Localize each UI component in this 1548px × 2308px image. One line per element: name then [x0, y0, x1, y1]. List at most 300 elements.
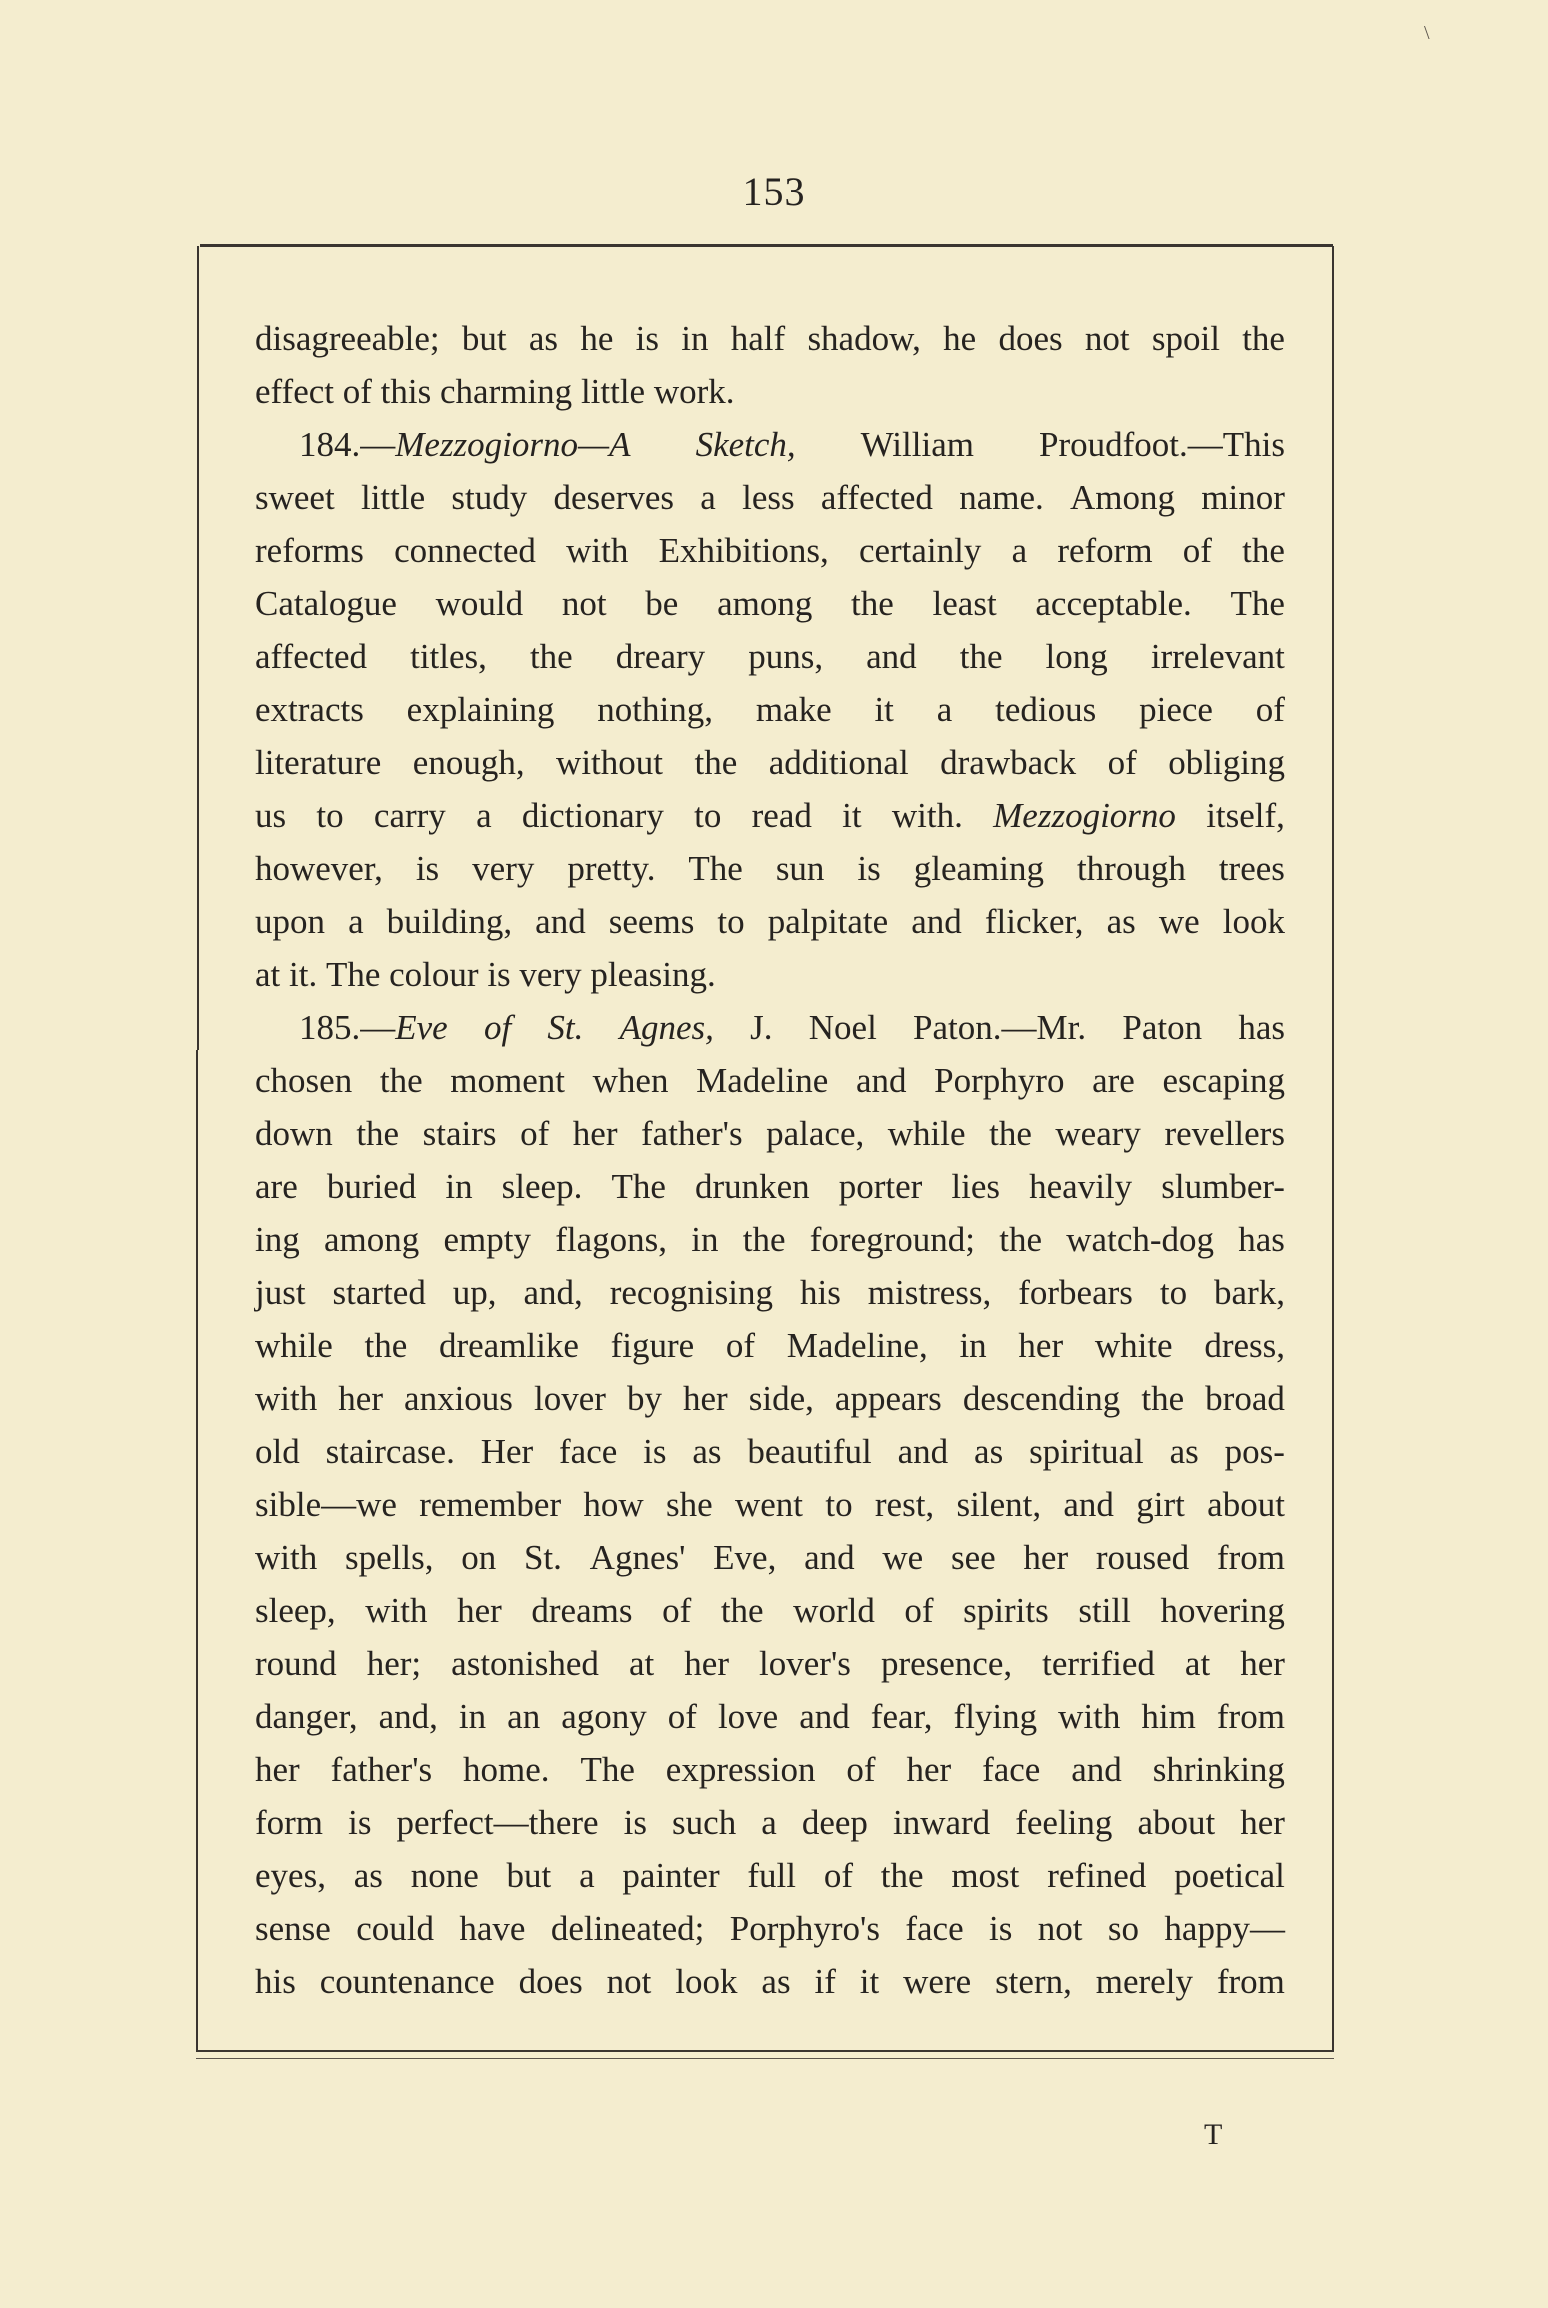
text-word: buried [326, 1167, 417, 1206]
text-word: lover [533, 1379, 606, 1418]
text-word: just [255, 1273, 306, 1312]
text-word: J. [750, 1008, 773, 1047]
text-word: us [255, 796, 287, 835]
text-word: delineated; [550, 1909, 705, 1948]
frame-bottom-rule [196, 2050, 1334, 2052]
text-word: palace, [766, 1114, 865, 1153]
text-word: at [628, 1644, 655, 1683]
text-word: as [1169, 1432, 1199, 1471]
text-word: the [364, 1326, 408, 1365]
text-word: forbears [1018, 1273, 1133, 1312]
text-word: round [255, 1644, 337, 1683]
text-word: enough, [412, 743, 525, 782]
text-word: most [951, 1856, 1020, 1895]
text-word: of [483, 1008, 512, 1047]
text-word: inward [892, 1803, 991, 1842]
text-word: gleaming [913, 849, 1044, 888]
text-word: foreground; [809, 1220, 976, 1259]
text-word: is [415, 849, 440, 888]
text-word: love [717, 1697, 779, 1736]
text-word: the [1242, 531, 1285, 570]
text-word: and [1071, 1750, 1122, 1789]
text-word: to [717, 902, 745, 941]
text-word: sible—we [255, 1485, 397, 1524]
text-word: a [1011, 531, 1028, 570]
text-word: The [688, 849, 743, 888]
text-word: in [959, 1326, 987, 1365]
text-word: extracts [255, 690, 364, 729]
text-line [255, 1637, 1285, 1690]
text-line [255, 736, 1285, 789]
text-word: refined [1047, 1856, 1147, 1895]
text-word: presence, [880, 1644, 1013, 1683]
text-word: see [950, 1538, 996, 1577]
text-word: staircase. [325, 1432, 455, 1471]
text-word: happy— [1164, 1909, 1285, 1948]
text-word: Madeline, [786, 1326, 928, 1365]
text-word: explaining [406, 690, 555, 729]
text-word: as [692, 1432, 722, 1471]
text-word: chosen [255, 1061, 353, 1100]
text-word: titles, [410, 637, 487, 676]
text-word: at [1184, 1644, 1211, 1683]
text-word: itself, [1206, 796, 1285, 835]
text-word: up, [452, 1273, 497, 1312]
text-word: William [860, 425, 974, 464]
text-word: such [672, 1803, 737, 1842]
text-word: as [974, 1432, 1004, 1471]
text-word: father's [641, 1114, 743, 1153]
text-line [255, 418, 1285, 471]
text-word: Sketch, [695, 425, 796, 464]
text-word: he [580, 319, 614, 358]
text-word: as [528, 319, 559, 358]
text-word: has [1238, 1008, 1285, 1047]
frame-bottom-rule-inner [196, 2058, 1334, 2059]
text-word: were [903, 1962, 972, 2001]
text-word: and [804, 1538, 855, 1577]
text-word: an [507, 1697, 541, 1736]
text-word: drawback [940, 743, 1077, 782]
text-word: girt [1136, 1485, 1185, 1524]
text-word: slumber- [1161, 1167, 1285, 1206]
text-word: however, [255, 849, 383, 888]
text-word: we [882, 1538, 924, 1577]
text-word: and [911, 902, 962, 941]
text-word: piece [1139, 690, 1213, 729]
text-word: reform [1057, 531, 1153, 570]
text-word: roused [1095, 1538, 1190, 1577]
text-word: on [461, 1538, 497, 1577]
text-word: beautiful [747, 1432, 872, 1471]
text-word: astonished [451, 1644, 599, 1683]
text-word: without [556, 743, 663, 782]
text-word: and [1063, 1485, 1114, 1524]
text-word-group [299, 1001, 448, 1054]
text-line [255, 1001, 1285, 1054]
text-word: with [365, 1591, 428, 1630]
text-word: figure [610, 1326, 695, 1365]
text-word: is [989, 1909, 1013, 1948]
text-word: 185.— [299, 1008, 396, 1047]
text-line [255, 365, 1285, 418]
text-word: face [982, 1750, 1041, 1789]
text-word: the [379, 1061, 423, 1100]
text-word: anxious [404, 1379, 513, 1418]
text-word: St. [547, 1008, 584, 1047]
text-word: her [1240, 1803, 1285, 1842]
text-word: additional [768, 743, 909, 782]
text-word: have [459, 1909, 526, 1948]
text-word: his [799, 1273, 841, 1312]
text-word: has [1238, 1220, 1285, 1259]
text-line [255, 1902, 1285, 1955]
text-word: Proudfoot.—This [1039, 425, 1285, 464]
text-word: acceptable. [1035, 584, 1192, 623]
text-word: her; [366, 1644, 422, 1683]
text-word: Mezzogiorno—A [395, 425, 631, 464]
text-word: Eve, [713, 1538, 777, 1577]
text-word: Eve [395, 1008, 448, 1047]
text-word: down [255, 1114, 333, 1153]
text-word: this [380, 372, 432, 411]
text-word: terrified [1042, 1644, 1155, 1683]
text-word: of [823, 1856, 853, 1895]
text-word: flying [953, 1697, 1038, 1736]
text-word: world [793, 1591, 875, 1630]
text-word: stern, [995, 1962, 1072, 2001]
text-word: carry [373, 796, 446, 835]
text-word: affected [255, 637, 368, 676]
text-line [255, 1372, 1285, 1425]
text-word: so [1107, 1909, 1140, 1948]
text-word: are [1092, 1061, 1135, 1100]
text-word: be [645, 584, 679, 623]
text-word: deserves [553, 478, 675, 517]
text-word: reforms [255, 531, 364, 570]
text-word: look [675, 1962, 738, 2001]
text-line [255, 1266, 1285, 1319]
text-word: of [520, 1114, 550, 1153]
text-line [255, 1319, 1285, 1372]
text-word: charming [440, 372, 573, 411]
text-word: it [842, 796, 862, 835]
text-word: of [725, 1326, 756, 1365]
text-line [255, 577, 1285, 630]
text-word: little [580, 372, 646, 411]
text-line [255, 524, 1285, 577]
text-word: her [255, 1750, 300, 1789]
text-word: Agnes, [619, 1008, 714, 1047]
text-word: mistress, [867, 1273, 992, 1312]
text-line [255, 1531, 1285, 1584]
text-word: fear, [870, 1697, 933, 1736]
text-word: rest, [874, 1485, 935, 1524]
text-line [255, 1743, 1285, 1796]
text-word: in [681, 319, 709, 358]
frame-top-rule [200, 244, 1333, 247]
text-word: ing [255, 1220, 300, 1259]
text-word: perfect—there [396, 1803, 599, 1842]
text-word: of [662, 1591, 692, 1630]
text-word: at [255, 955, 281, 994]
text-word: palpitate [767, 902, 889, 941]
text-word: her [906, 1750, 952, 1789]
text-word: Exhibitions, [658, 531, 829, 570]
text-word: through [1076, 849, 1186, 888]
text-word: least [932, 584, 997, 623]
text-word: the [529, 637, 573, 676]
text-word: weary [1055, 1114, 1141, 1153]
text-word: building, [386, 902, 513, 941]
text-word: her [682, 1379, 728, 1418]
text-word: connected [394, 531, 536, 570]
text-word: The [325, 955, 381, 994]
text-word: a [700, 478, 716, 517]
text-word: spoil [1151, 319, 1220, 358]
text-word: make [755, 690, 832, 729]
text-word: pleasing. [590, 955, 716, 994]
text-word: sleep, [255, 1591, 336, 1630]
text-word: as [1106, 902, 1136, 941]
text-word: Porphyro [934, 1061, 1065, 1100]
text-word: her [338, 1379, 383, 1418]
text-word: and, [378, 1697, 438, 1736]
text-word: with [566, 531, 629, 570]
text-word: not [561, 584, 607, 623]
text-word: face [559, 1432, 618, 1471]
text-word: moment [450, 1061, 565, 1100]
text-word: poetical [1174, 1856, 1285, 1895]
text-word: her [1240, 1644, 1285, 1683]
text-word: the [1141, 1379, 1185, 1418]
text-word: and [855, 1061, 907, 1100]
text-word: sweet [255, 478, 335, 517]
text-word: if [814, 1962, 836, 2001]
text-word: Paton [1122, 1008, 1203, 1047]
text-word: feeling [1015, 1803, 1113, 1842]
text-word: still [1078, 1591, 1131, 1630]
text-word: sense [255, 1909, 331, 1948]
text-word: the [1242, 319, 1285, 358]
text-word: pos- [1224, 1432, 1285, 1471]
text-word: is [623, 1803, 647, 1842]
text-word: hovering [1160, 1591, 1285, 1630]
text-word: among [323, 1220, 420, 1259]
text-word: obliging [1168, 743, 1285, 782]
text-line [255, 471, 1285, 524]
text-word: shrinking [1152, 1750, 1285, 1789]
signature-mark: T [1204, 2118, 1223, 2151]
text-word: not [1037, 1909, 1083, 1948]
text-word: minor [1201, 478, 1285, 517]
text-word: very [472, 849, 535, 888]
text-word: broad [1205, 1379, 1285, 1418]
text-word: she [666, 1485, 713, 1524]
text-word: to [1159, 1273, 1188, 1312]
text-word: face [905, 1909, 964, 1948]
text-word: spirits [963, 1591, 1049, 1630]
text-word: shadow, [807, 319, 921, 358]
text-word: watch-dog [1066, 1220, 1215, 1259]
text-word: the [694, 743, 738, 782]
text-word: his [255, 1962, 296, 2001]
text-word: Madeline [696, 1061, 829, 1100]
text-word: literature [255, 743, 382, 782]
text-word: tedious [995, 690, 1097, 729]
text-word: nothing, [597, 690, 713, 729]
text-word: and [897, 1432, 949, 1471]
text-word: a [579, 1856, 595, 1895]
text-word: her [1023, 1538, 1069, 1577]
text-word: the [959, 637, 1003, 676]
text-word: long [1045, 637, 1108, 676]
text-word: the [742, 1220, 786, 1259]
text-word: as [761, 1962, 791, 2001]
text-word: effect [255, 372, 335, 411]
text-word: very [519, 955, 582, 994]
text-word: flagons, [555, 1220, 668, 1259]
text-line [255, 1584, 1285, 1637]
text-word: as [353, 1856, 383, 1895]
text-word: went [734, 1485, 804, 1524]
text-word: Porphyro's [729, 1909, 880, 1948]
text-word: The [611, 1167, 666, 1206]
text-word: while [887, 1114, 966, 1153]
text-word: it. [289, 955, 318, 994]
text-word: are [255, 1167, 298, 1206]
text-word: drunken [694, 1167, 810, 1206]
body-text [255, 312, 1285, 2008]
text-word: sleep. [501, 1167, 583, 1206]
text-word: irrelevant [1150, 637, 1285, 676]
text-word: pretty. [567, 849, 656, 888]
text-word: with. [891, 796, 963, 835]
frame-right-rule [1332, 246, 1334, 2051]
text-word: read [751, 796, 812, 835]
text-word: is [348, 1803, 372, 1842]
text-word: upon [255, 902, 325, 941]
text-word: lover's [759, 1644, 851, 1683]
text-word: of [342, 372, 372, 411]
text-word: escaping [1162, 1061, 1285, 1100]
text-word: from [1216, 1697, 1285, 1736]
text-word: in [691, 1220, 719, 1259]
text-word: her [572, 1114, 618, 1153]
text-word: deep [801, 1803, 868, 1842]
text-word: does [518, 1962, 583, 2001]
text-word: 184.— [299, 425, 396, 464]
text-word: The [580, 1750, 635, 1789]
text-word: home. [463, 1750, 550, 1789]
text-word: disagreeable; [255, 319, 440, 358]
text-word: by [626, 1379, 662, 1418]
text-word: study [451, 478, 528, 517]
text-word: when [592, 1061, 669, 1100]
text-word: bark, [1214, 1273, 1285, 1312]
text-word: is [635, 319, 659, 358]
text-word: empty [443, 1220, 531, 1259]
text-word: spells, [344, 1538, 434, 1577]
text-word: seems [608, 902, 695, 941]
text-line [255, 1213, 1285, 1266]
text-word: the [999, 1220, 1043, 1259]
text-word: The [1230, 584, 1285, 623]
text-word: not [606, 1962, 652, 2001]
text-word: silent, [956, 1485, 1042, 1524]
text-word: little [360, 478, 426, 517]
text-line [255, 1160, 1285, 1213]
text-word: expression [665, 1750, 816, 1789]
corner-mark: \ [1424, 22, 1430, 44]
frame-left-rule [197, 246, 199, 1050]
text-line [255, 1425, 1285, 1478]
text-word: father's [330, 1750, 433, 1789]
text-word: name. [959, 478, 1044, 517]
text-word: and [535, 902, 586, 941]
text-word: would [435, 584, 524, 623]
text-word: remember [419, 1485, 562, 1524]
text-word: with [255, 1379, 318, 1418]
text-word: her [684, 1644, 729, 1683]
text-word: the [720, 1591, 764, 1630]
text-word: dictionary [521, 796, 664, 835]
text-word: old [255, 1432, 300, 1471]
text-word: and [866, 637, 917, 676]
text-word: dress, [1204, 1326, 1285, 1365]
text-word: certainly [858, 531, 982, 570]
text-word: Her [480, 1432, 534, 1471]
text-line [255, 789, 1285, 842]
text-word: half [730, 319, 786, 358]
text-word: is [487, 955, 511, 994]
text-word: and, [523, 1273, 583, 1312]
text-word: but [461, 319, 507, 358]
text-word: appears [834, 1379, 942, 1418]
text-word: among [717, 584, 813, 623]
text-word: is [643, 1432, 667, 1471]
text-word: to [694, 796, 722, 835]
text-word: puns, [748, 637, 824, 676]
text-line [255, 312, 1285, 365]
text-line [255, 842, 1285, 895]
text-word: descending [962, 1379, 1121, 1418]
text-word: affected [820, 478, 933, 517]
text-word: not [1084, 319, 1130, 358]
text-line [255, 630, 1285, 683]
text-line [255, 1690, 1285, 1743]
text-word: is [857, 849, 881, 888]
text-word: full [747, 1856, 797, 1895]
text-word: of [1107, 743, 1137, 782]
text-word: of [1182, 531, 1212, 570]
text-line [255, 1478, 1285, 1531]
text-word: a [761, 1803, 777, 1842]
text-word: dreary [615, 637, 706, 676]
text-word: her [1018, 1326, 1064, 1365]
text-word: does [998, 319, 1063, 358]
text-word: it [859, 1962, 880, 2001]
text-word: to [825, 1485, 853, 1524]
text-word: the [356, 1114, 400, 1153]
text-word: sun [775, 849, 825, 888]
text-word: none [410, 1856, 479, 1895]
text-word: recognising [609, 1273, 774, 1312]
text-word: agony [561, 1697, 647, 1736]
text-word: merely [1095, 1962, 1193, 2001]
text-word: form [255, 1803, 324, 1842]
text-word: porter [838, 1167, 923, 1206]
